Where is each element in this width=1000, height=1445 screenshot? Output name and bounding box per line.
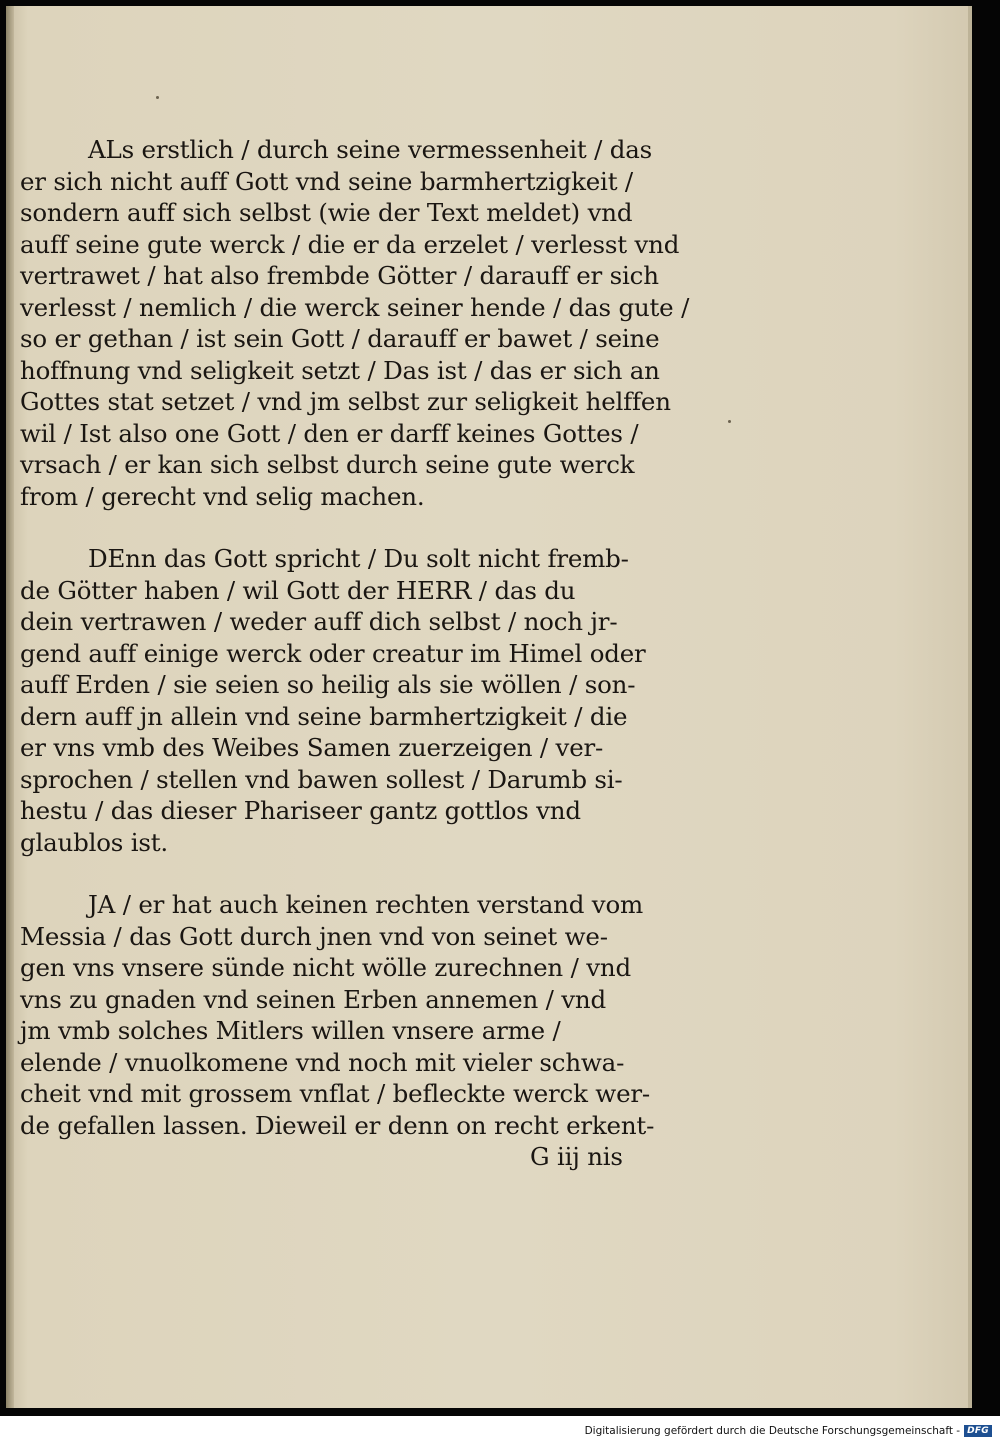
text-line: DEnn das Gott spricht / Du solt nicht fremb- [88, 544, 629, 573]
text-line: sprochen / stellen vnd bawen sollest / Darumb si- [20, 764, 623, 794]
text-line: Gottes stat setzet / vnd jm selbst zur seligkeit helffen [20, 387, 671, 416]
paper-speck [728, 420, 731, 423]
text-line: glaublos ist. [20, 827, 168, 857]
text-line: er sich nicht auff Gott vnd seine barmhertzigkeit / [20, 166, 633, 196]
text-line: hestu / das dieser Phariseer gantz gottlos vnd [20, 796, 581, 825]
paper-speck [156, 96, 159, 99]
book-page [6, 6, 972, 1408]
text-line: de gefallen lassen. Dieweil er denn on recht erkent- [20, 1110, 655, 1140]
paragraph [20, 543, 720, 858]
text-line: vrsach / er kan sich selbst durch seine gute werck [20, 450, 635, 479]
text-line: elende / vnuolkomene vnd noch mit vieler schwa- [20, 1047, 625, 1077]
text-line: vertrawet / hat also frembde Götter / darauff er sich [20, 261, 659, 290]
text-line: auff Erden / sie seien so heilig als sie wöllen / son- [20, 670, 636, 699]
text-line: er vns vmb des Weibes Samen zuerzeigen / ver- [20, 733, 604, 762]
paragraph [20, 889, 720, 1173]
text-line: gend auff einige werck oder creatur im Himel oder [20, 638, 646, 668]
text-line: dern auff jn allein vnd seine barmhertzigkeit / die [20, 701, 628, 731]
page-edge-shadow [968, 6, 972, 1408]
dfg-logo: DFG [964, 1425, 992, 1437]
catchword-signature: G iij nis [530, 1142, 623, 1171]
text-line: sondern auff sich selbst (wie der Text meldet) vnd [20, 198, 633, 227]
text-line: dein vertrawen / weder auff dich selbst / noch jr- [20, 607, 618, 636]
text-line: wil / Ist also one Gott / den er darff keines Gottes / [20, 418, 639, 448]
text-line: jm vmb solches Mitlers willen vnsere arme / [20, 1016, 561, 1045]
text-line: JA / er hat auch keinen rechten verstand vom [88, 890, 644, 919]
text-line: gen vns vnsere sünde nicht wölle zurechnen / vnd [20, 953, 631, 982]
text-line: hoffnung vnd seligkeit setzt / Das ist / das er sich an [20, 355, 660, 385]
text-line: de Götter haben / wil Gott der HERR / das du [20, 575, 576, 605]
text-line: vns zu gnaden vnd seinen Erben annemen / vnd [20, 984, 606, 1014]
paragraph [20, 134, 720, 512]
text-line: Messia / das Gott durch jnen vnd von seinet we- [20, 921, 608, 951]
text-line: ALs erstlich / durch seine vermessenheit / das [88, 135, 653, 164]
page-text [20, 134, 720, 1173]
digitization-footer [585, 1425, 992, 1437]
text-line: auff seine gute werck / die er da erzelet / verlesst vnd [20, 229, 680, 259]
text-line: from / gerecht vnd selig machen. [20, 481, 425, 511]
page-gutter [6, 6, 14, 1408]
text-line: cheit vnd mit grossem vnflat / befleckte werck wer- [20, 1079, 650, 1108]
text-line: so er gethan / ist sein Gott / darauff er bawet / seine [20, 324, 660, 353]
text-line: verlesst / nemlich / die werck seiner hende / das gute / [20, 292, 690, 322]
footer-credit: Digitalisierung gefördert durch die Deutsche Forschungsgemeinschaft - [584, 1425, 961, 1437]
